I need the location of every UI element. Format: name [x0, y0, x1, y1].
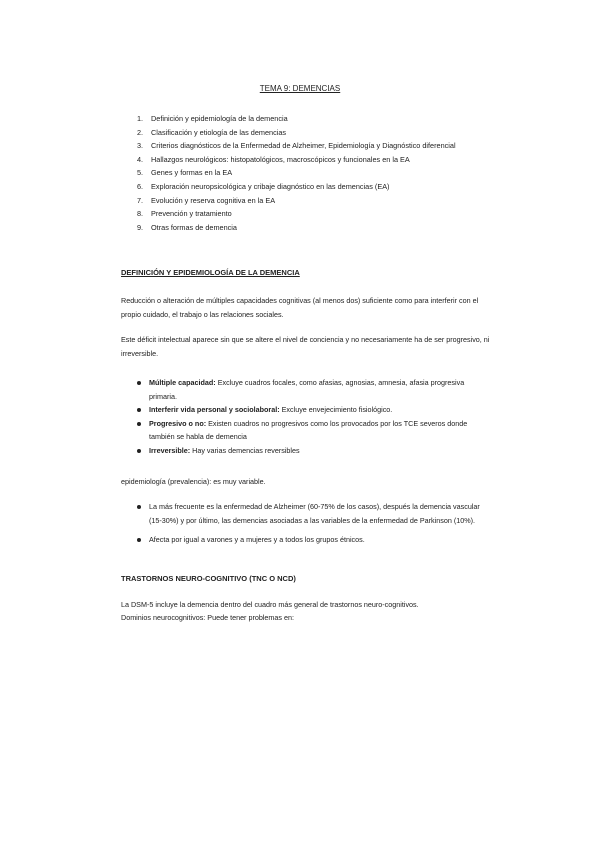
toc-item — [137, 139, 457, 153]
toc-number: 4. — [137, 154, 144, 164]
item-label: Progresivo o no: — [149, 418, 207, 428]
item-label: Múltiple capacidad: — [149, 378, 216, 387]
item-text: Existen cuadros no progresivos como los provocados por los TCE severos donde también se habla de demencia — [149, 418, 468, 442]
toc-number: 5. — [137, 168, 144, 178]
toc-text: Genes y formas en la EA — [151, 168, 233, 178]
list-item — [137, 500, 487, 527]
item-label: Irreversible: — [149, 445, 191, 455]
toc-number: 6. — [137, 181, 144, 191]
deficit-paragraph: Este déficit intelectual aparece sin que se altere el nivel de conciencia y no necesariamente ha de ser progresivo, ni irreversible. — [121, 335, 490, 358]
item-text: Excluye cuadros focales, como afasias, agnosias, amnesia, afasia progresiva primaria. — [149, 378, 465, 401]
bullet-icon — [137, 505, 141, 509]
toc-item — [137, 153, 457, 167]
list-item — [137, 403, 487, 417]
table-of-contents — [137, 112, 457, 234]
toc-number: 9. — [137, 222, 144, 232]
toc-text: Otras formas de demencia — [151, 222, 237, 232]
epidemiology-list — [137, 500, 487, 547]
bullet-icon — [137, 538, 141, 542]
toc-item — [137, 180, 457, 194]
toc-number: 2. — [137, 127, 144, 137]
item-text: Excluye envejecimiento fisiológico. — [279, 405, 393, 415]
toc-text: Clasificación y etiología de las demencias — [151, 127, 287, 137]
toc-item — [137, 166, 457, 180]
list-item — [137, 533, 487, 547]
section-heading-definicion: DEFINICIÓN Y EPIDEMIOLOGÍA DE LA DEMENCIA — [121, 268, 300, 277]
toc-item — [137, 126, 457, 140]
bullet-icon — [137, 422, 141, 426]
toc-number: 8. — [137, 209, 144, 219]
toc-number: 1. — [137, 114, 144, 123]
bullet-icon — [137, 408, 141, 412]
bullet-icon — [137, 381, 141, 385]
list-item — [137, 444, 487, 458]
toc-text: Criterios diagnósticos de la Enfermedad de Alzheimer, Epidemiología y Diagnóstico diferencial — [151, 141, 456, 151]
toc-item — [137, 194, 457, 208]
item-text: La más frecuente es la enfermedad de Alzheimer (60-75% de los casos), después la demencia vascular (15-30%) y por último, las demencias asociadas a las variables de la enfermedad de Parkinson (10%). — [149, 502, 480, 525]
toc-text: Definición y epidemiología de la demencia — [151, 114, 288, 123]
page-title: TEMA 9: DEMENCIAS — [259, 84, 341, 93]
definition-paragraph: Reducción o alteración de múltiples capacidades cognitivas (al menos dos) suficiente como para interferir con el propio cuidado, el trabajo o las relaciones sociales. — [121, 296, 479, 319]
item-text: Hay varias demencias reversibles — [190, 445, 300, 455]
domains-paragraph: Dominios neurocognitivos: Puede tener problemas en: — [121, 613, 294, 622]
toc-number: 7. — [137, 195, 144, 205]
epidemiology-paragraph: epidemiología (prevalencia): es muy variable. — [121, 477, 266, 486]
item-text: Afecta por igual a varones y a mujeres y a todos los grupos étnicos. — [149, 535, 365, 545]
toc-item — [137, 207, 457, 221]
bullet-icon — [137, 449, 141, 453]
list-item — [137, 417, 487, 444]
toc-item — [137, 221, 457, 235]
toc-text: Exploración neuropsicológica y cribaje diagnóstico en las demencias (EA) — [151, 181, 390, 191]
list-item — [137, 376, 487, 403]
section-heading-tnc: TRASTORNOS NEURO-COGNITIVO (TNC O NCD) — [121, 574, 296, 583]
toc-text: Hallazgos neurológicos: histopatológicos, macroscópicos y funcionales en la EA — [151, 154, 410, 164]
toc-item — [137, 112, 457, 126]
criteria-list — [137, 376, 487, 458]
dsm-paragraph: La DSM-5 incluye la demencia dentro del cuadro más general de trastornos neuro-cognitivos. — [121, 600, 419, 609]
item-label: Interferir vida personal y sociolaboral: — [149, 405, 280, 415]
toc-number: 3. — [137, 141, 144, 151]
toc-text: Evolución y reserva cognitiva en la EA — [151, 195, 276, 205]
toc-text: Prevención y tratamiento — [151, 209, 232, 219]
